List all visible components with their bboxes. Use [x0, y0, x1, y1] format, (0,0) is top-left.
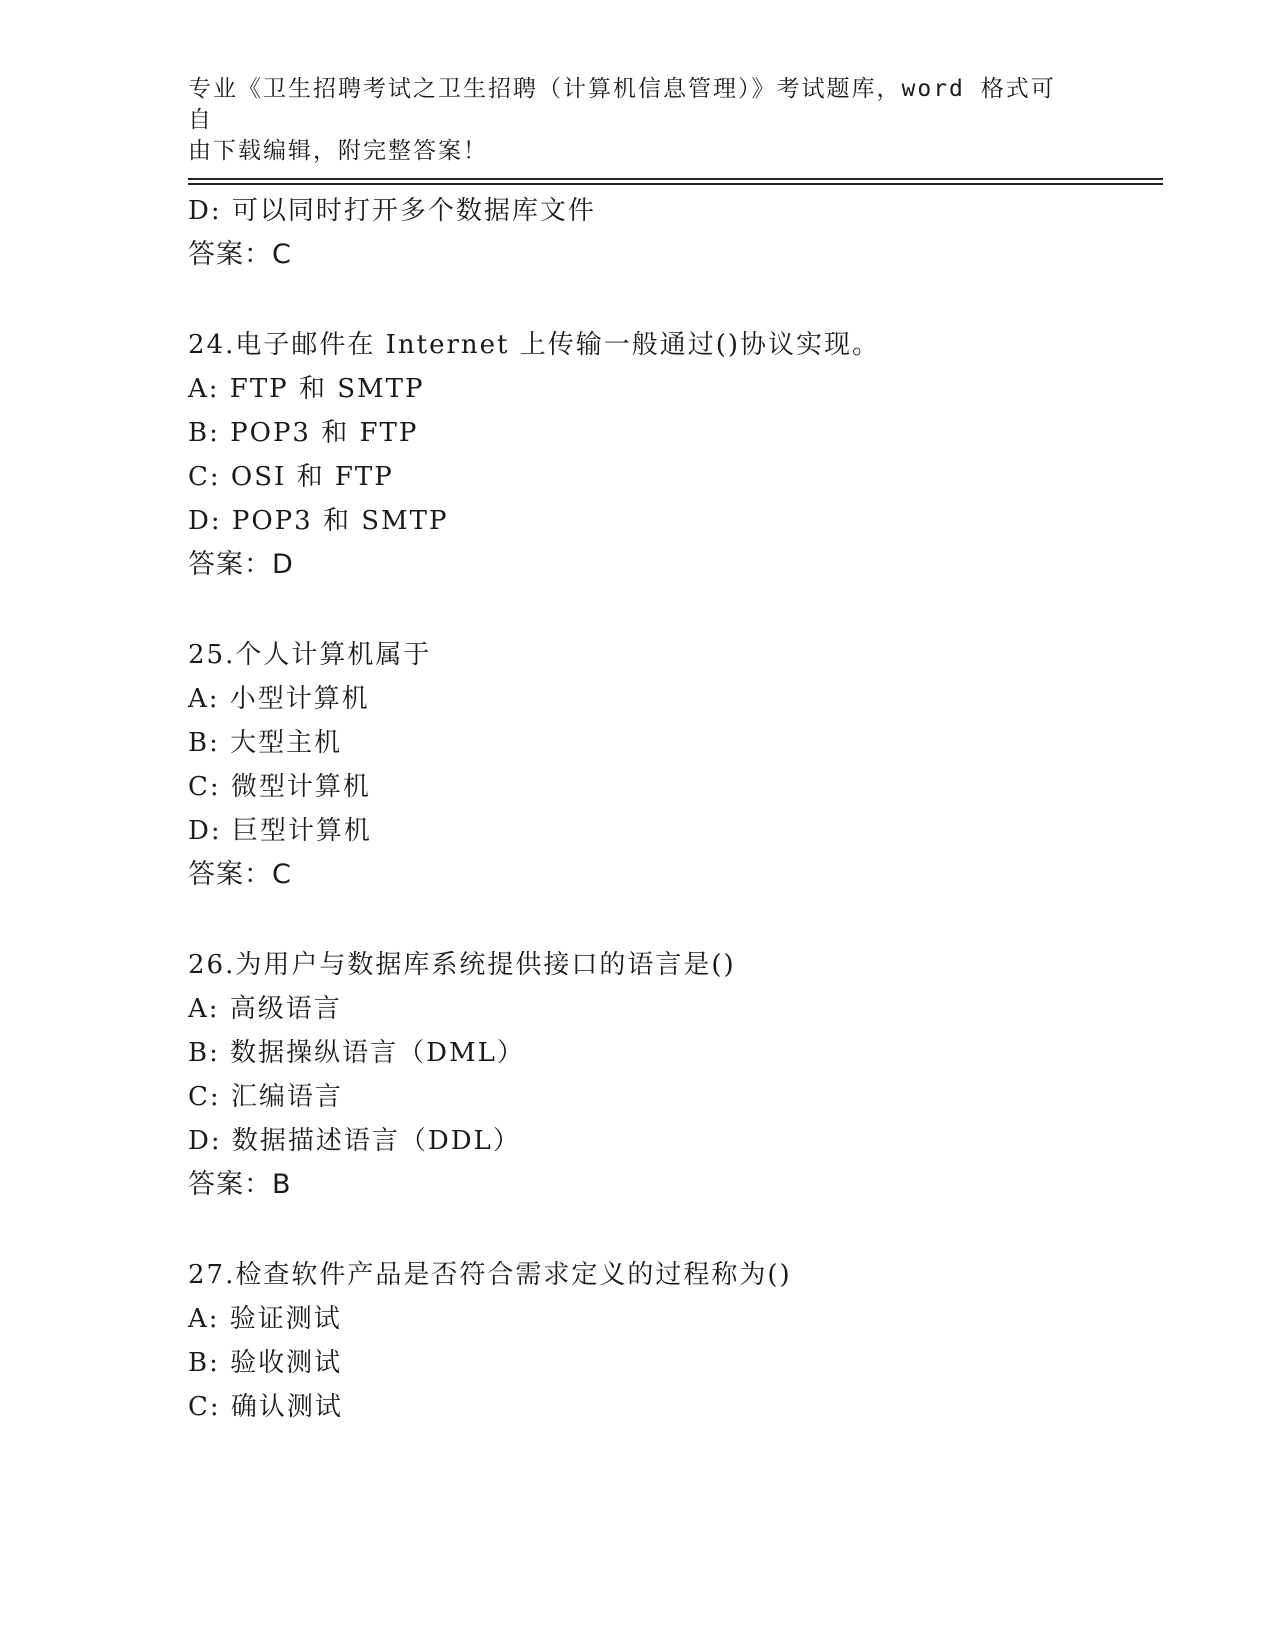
option-line: D: POP3 和 SMTP	[188, 506, 449, 536]
option-line: A: 验证测试	[188, 1304, 342, 1334]
answer-line: 答案：C	[188, 859, 292, 890]
option-line: C: OSI 和 FTP	[188, 462, 394, 492]
option-line: C: 微型计算机	[188, 772, 371, 802]
question-line: 24.电子邮件在 Internet 上传输一般通过()协议实现。	[188, 330, 881, 360]
option-line: A: 高级语言	[188, 994, 342, 1024]
option-line: B: POP3 和 FTP	[188, 418, 419, 448]
option-line: D: 可以同时打开多个数据库文件	[188, 196, 596, 226]
header-line-2: 由下载编辑，附完整答案！	[188, 138, 488, 164]
option-line: D: 巨型计算机	[188, 816, 372, 846]
question-line: 25.个人计算机属于	[188, 640, 432, 670]
document-header	[188, 74, 1068, 167]
answer-line: 答案：D	[188, 549, 294, 580]
option-line: A: 小型计算机	[188, 684, 370, 714]
answer-line: 答案：B	[188, 1169, 292, 1200]
header-divider-top	[188, 178, 1163, 180]
option-line: D: 数据描述语言（DDL）	[188, 1126, 521, 1156]
option-line: B: 数据操纵语言（DML）	[188, 1038, 525, 1068]
header-divider-bottom	[188, 183, 1163, 185]
answer-line: 答案：C	[188, 239, 292, 270]
option-line: C: 汇编语言	[188, 1082, 343, 1112]
question-line: 26.为用户与数据库系统提供接口的语言是()	[188, 950, 736, 980]
option-line: C: 确认测试	[188, 1392, 343, 1422]
header-line-1: 专业《卫生招聘考试之卫生招聘（计算机信息管理）》考试题库，word 格式可自	[188, 76, 1056, 133]
option-line: B: 大型主机	[188, 728, 343, 758]
question-line: 27.检查软件产品是否符合需求定义的过程称为()	[188, 1260, 792, 1290]
option-line: B: 验收测试	[188, 1348, 343, 1378]
option-line: A: FTP 和 SMTP	[188, 374, 425, 404]
